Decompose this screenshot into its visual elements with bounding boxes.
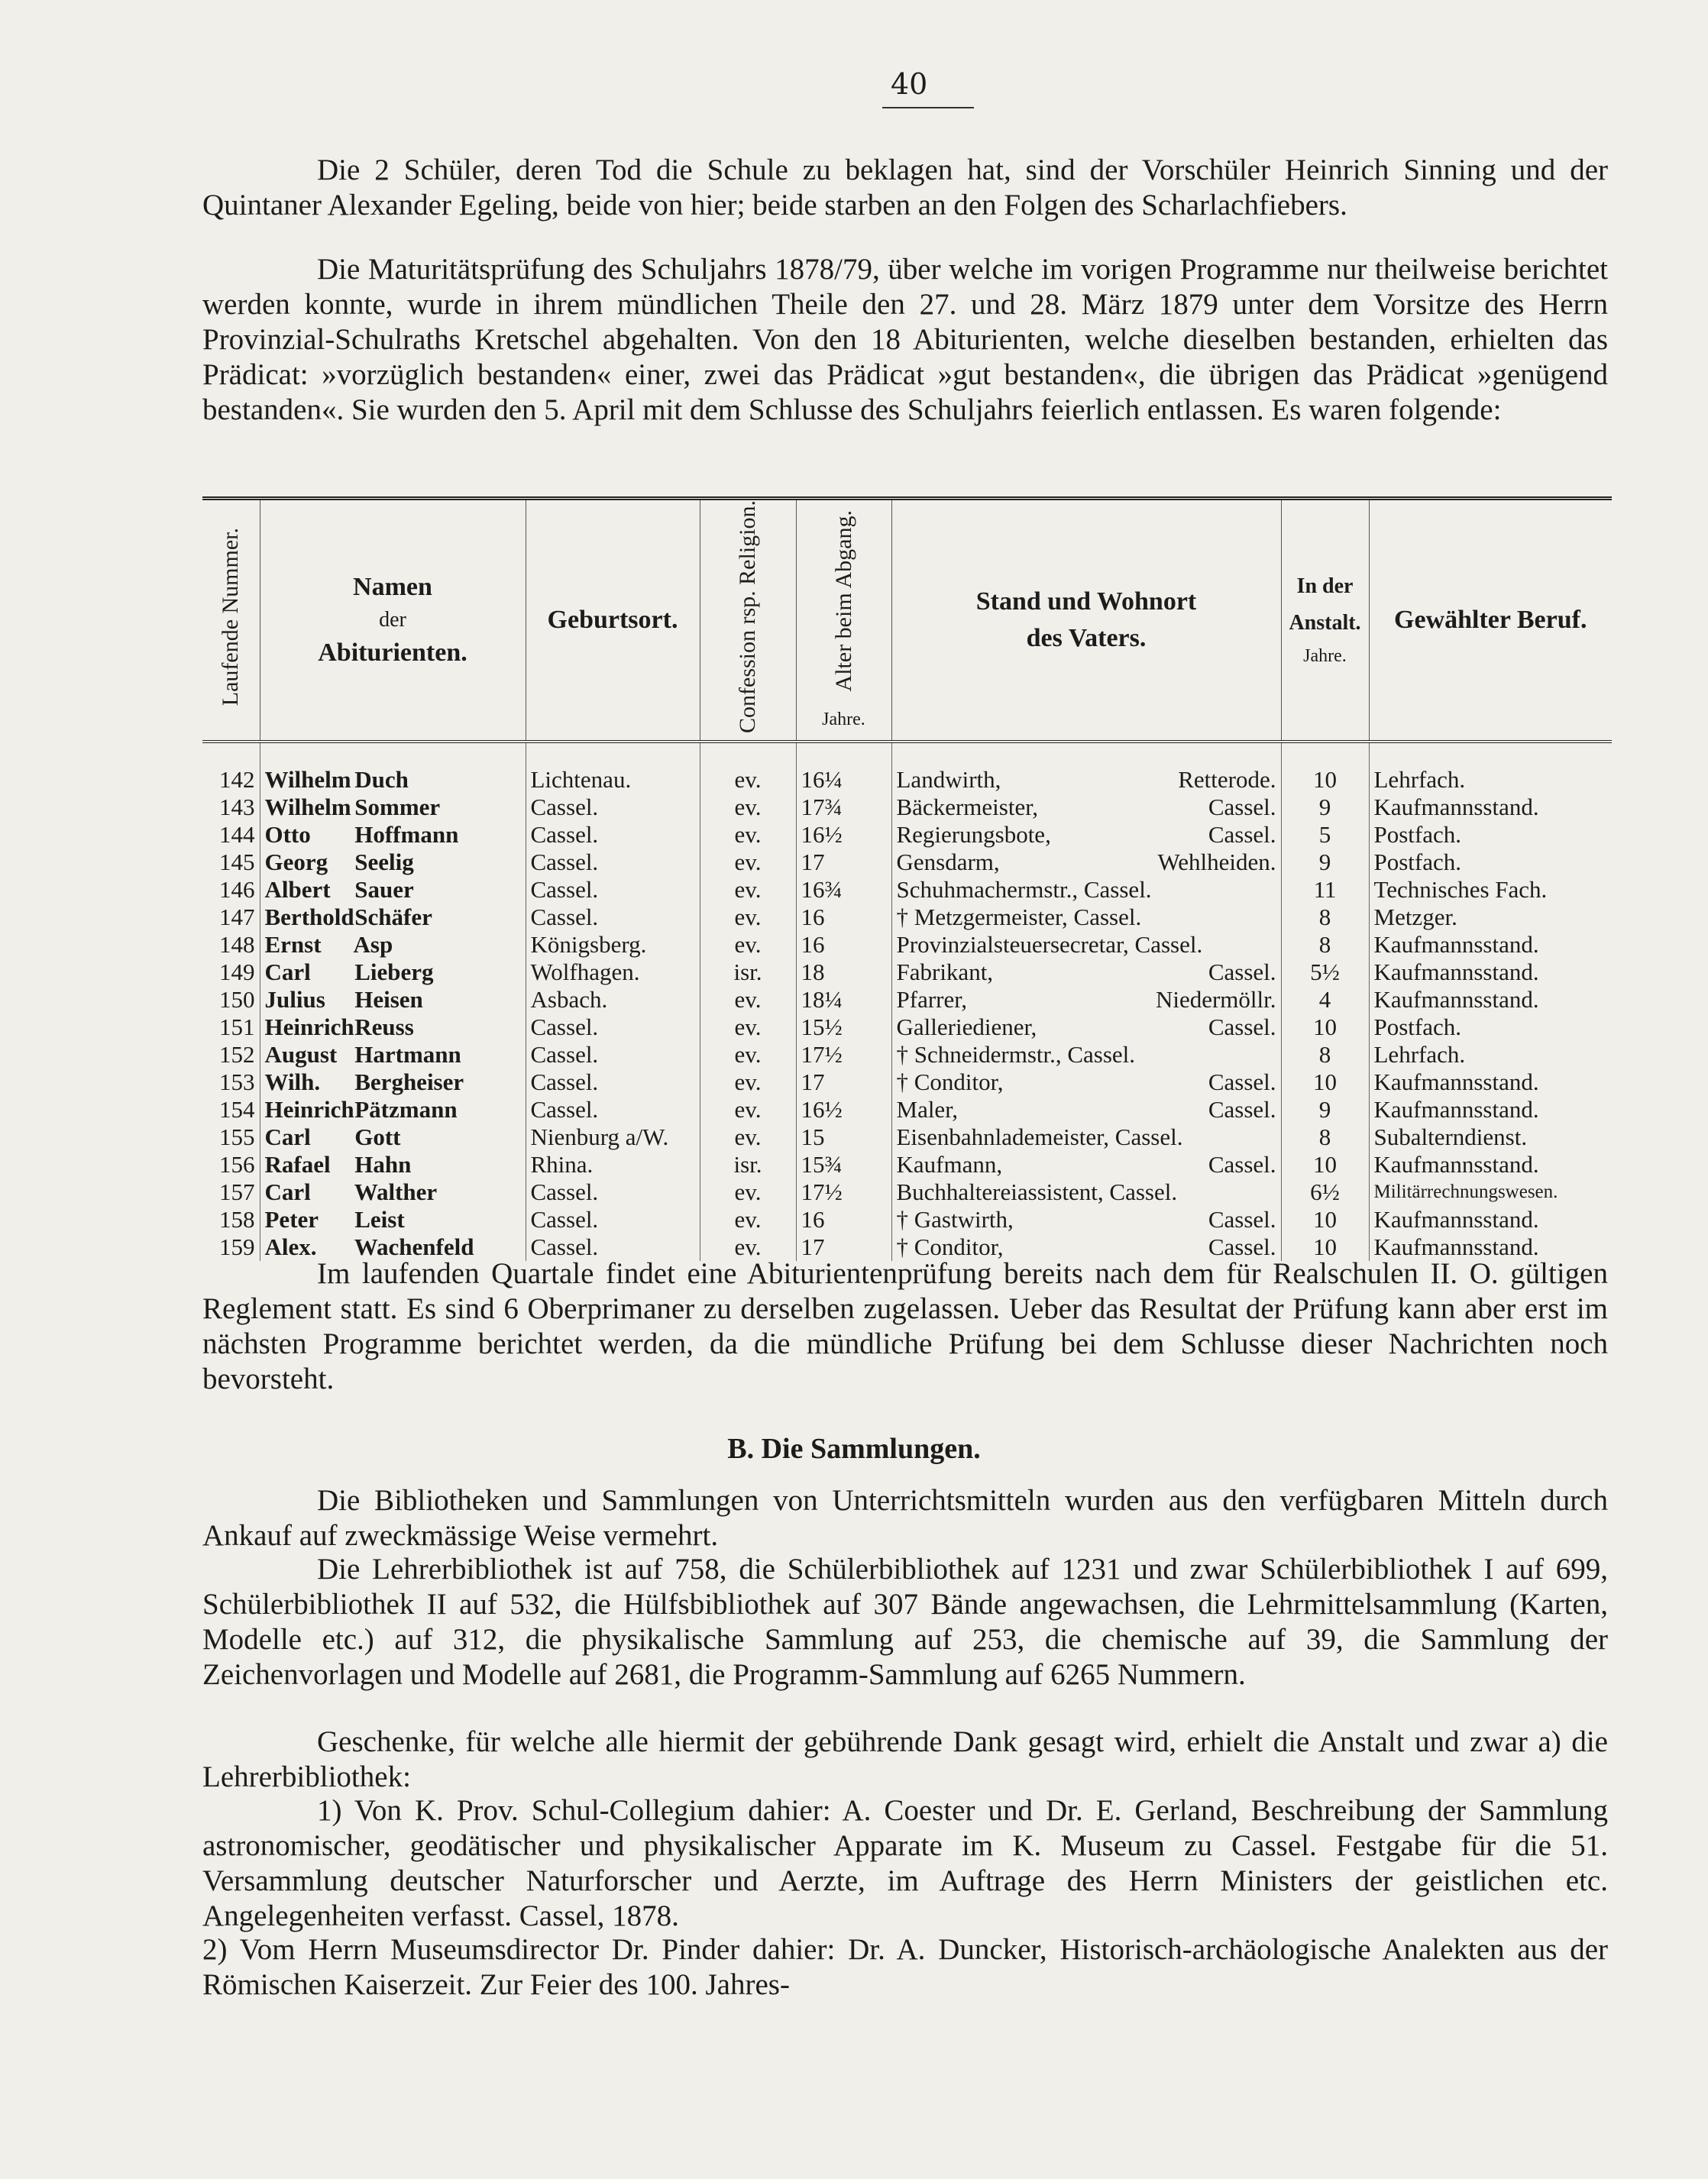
row-career: Kaufmannsstand. xyxy=(1369,986,1612,1014)
row-father xyxy=(891,794,1281,821)
intro-paragraph-2: Die Maturitätsprüfung des Schuljahrs 1878/79, über welche im vorigen Programme nur theilweise berichtet werden konnte, wurde in ihrem mündlichen Theile den 27. und 28. März 1879 unter dem Vorsitze des Herrn Provinzial-Schulraths Kretschel abgehalten. Von den 18 Abiturienten, welche dieselben bestanden, erhielten das Prädicat: »vorzüglich bestanden« einer, zwei das Prädicat »gut bestanden«, die übrigen das Prädicat »genügend bestanden«. Sie wurden den 5. April mit dem Schlusse des Schuljahrs feierlich entlassen. Es waren folgende: xyxy=(202,253,1608,426)
row-last-name: Hahn xyxy=(354,1151,412,1178)
row-confession: ev. xyxy=(700,1123,796,1151)
row-name xyxy=(260,904,526,931)
row-age: 15½ xyxy=(796,1014,891,1041)
row-father-occupation: † Conditor, xyxy=(896,1233,1004,1260)
row-last-name: Sommer xyxy=(354,794,441,820)
row-father xyxy=(891,986,1281,1014)
row-years: 10 xyxy=(1281,1068,1369,1096)
row-name xyxy=(260,986,526,1014)
row-father xyxy=(891,1178,1281,1206)
row-birthplace: Nienburg a/W. xyxy=(526,1123,700,1151)
row-number: 147 xyxy=(219,904,255,930)
row-career: Lehrfach. xyxy=(1369,742,1612,794)
row-number: 157 xyxy=(219,1178,255,1205)
row-number: 143 xyxy=(219,794,255,820)
row-birthplace: Cassel. xyxy=(526,904,700,931)
row-confession: ev. xyxy=(700,821,796,849)
row-first-name: Julius xyxy=(264,986,325,1013)
row-first-name: Carl xyxy=(264,959,311,985)
row-career: Postfach. xyxy=(1369,821,1612,849)
row-birthplace: Rhina. xyxy=(526,1151,700,1178)
row-last-name: Duch xyxy=(354,766,409,793)
table-row xyxy=(202,1014,1612,1041)
row-father-place: Cassel. xyxy=(1208,821,1276,848)
row-last-name: Lieberg xyxy=(354,959,434,985)
row-confession: ev. xyxy=(700,904,796,931)
row-father xyxy=(891,849,1281,876)
row-name xyxy=(260,1151,526,1178)
row-confession: isr. xyxy=(700,959,796,986)
row-number: 158 xyxy=(219,1206,255,1233)
row-career: Postfach. xyxy=(1369,1014,1612,1041)
row-number: 155 xyxy=(219,1123,255,1150)
row-last-name: Asp xyxy=(353,931,393,958)
row-father-place: Niedermöllr. xyxy=(1155,986,1276,1013)
row-name xyxy=(260,1096,526,1123)
header-birthplace: Geburtsort. xyxy=(526,499,700,742)
row-father-occupation: Schuhmachermstr., Cassel. xyxy=(896,876,1152,903)
row-father-occupation: Gensdarm, xyxy=(896,849,1000,875)
row-number: 159 xyxy=(219,1233,255,1260)
row-first-name: Otto xyxy=(264,821,311,848)
row-age: 16¼ xyxy=(796,742,891,794)
row-father-place: Wehlheiden. xyxy=(1157,849,1276,875)
row-father-occupation: † Metzgermeister, Cassel. xyxy=(896,904,1142,930)
row-last-name: Reuss xyxy=(354,1014,414,1040)
row-last-name: Hartmann xyxy=(354,1041,461,1068)
row-first-name: Wilhelm xyxy=(264,794,351,820)
row-father-occupation: † Conditor, xyxy=(896,1068,1004,1095)
header-name: Namen der Abiturienten. xyxy=(260,499,526,742)
header-profession: Gewählter Beruf. xyxy=(1369,499,1612,742)
row-father-place: Cassel. xyxy=(1208,1096,1276,1123)
table-row xyxy=(202,1041,1612,1068)
row-age: 16½ xyxy=(796,1096,891,1123)
intro-paragraph-1: Die 2 Schüler, deren Tod die Schule zu beklagen hat, sind der Vorschüler Heinrich Sinning und der Quintaner Alexander Egeling, beide von hier; beide starben an den Folgen des Scharlachfiebers. xyxy=(202,154,1608,221)
row-number: 145 xyxy=(219,849,255,875)
row-career: Kaufmannsstand. xyxy=(1369,1096,1612,1123)
row-first-name: Wilhelm xyxy=(264,766,351,793)
row-last-name: Sauer xyxy=(354,876,414,903)
sammlungen-paragraph-5: 2) Vom Herrn Museumsdirector Dr. Pinder dahier: Dr. A. Duncker, Historisch-archäologische Analekten aus der Römischen Kaiserzeit. Zur Feier des 100. Jahres- xyxy=(202,1933,1608,2001)
row-father xyxy=(891,876,1281,904)
row-father-place: Cassel. xyxy=(1208,1206,1276,1233)
row-age: 16½ xyxy=(796,821,891,849)
row-father-place: Cassel. xyxy=(1208,794,1276,820)
row-career: Kaufmannsstand. xyxy=(1369,794,1612,821)
row-career: Kaufmannsstand. xyxy=(1369,1233,1612,1261)
row-first-name: Alex. xyxy=(264,1233,317,1260)
row-years: 8 xyxy=(1281,931,1369,959)
row-last-name: Gott xyxy=(354,1123,401,1150)
row-name xyxy=(260,1014,526,1041)
row-career: Subalterndienst. xyxy=(1369,1123,1612,1151)
table-row xyxy=(202,742,1612,794)
row-number: 142 xyxy=(219,766,255,793)
row-father-occupation: Provinzialsteuersecretar, Cassel. xyxy=(896,931,1203,958)
row-career: Kaufmannsstand. xyxy=(1369,959,1612,986)
row-last-name: Schäfer xyxy=(354,904,432,930)
row-career: Kaufmannsstand. xyxy=(1369,1068,1612,1096)
table-row xyxy=(202,931,1612,959)
row-birthplace: Asbach. xyxy=(526,986,700,1014)
row-age: 16 xyxy=(796,1206,891,1233)
row-number: 152 xyxy=(219,1041,255,1068)
header-nr: Laufende Nummer. xyxy=(202,499,260,742)
row-career: Technisches Fach. xyxy=(1369,876,1612,904)
row-father xyxy=(891,931,1281,959)
row-first-name: Wilh. xyxy=(264,1068,321,1095)
row-number: 154 xyxy=(219,1096,255,1123)
row-first-name: Georg xyxy=(264,849,328,875)
row-confession: ev. xyxy=(700,1014,796,1041)
row-number: 151 xyxy=(219,1014,255,1040)
row-confession: ev. xyxy=(700,931,796,959)
row-years: 10 xyxy=(1281,1233,1369,1261)
row-birthplace: Cassel. xyxy=(526,1041,700,1068)
table-row xyxy=(202,1151,1612,1178)
row-years: 9 xyxy=(1281,1096,1369,1123)
row-age: 16 xyxy=(796,931,891,959)
header-father: Stand und Wohnort des Vaters. xyxy=(891,499,1281,742)
row-father xyxy=(891,1151,1281,1178)
row-father xyxy=(891,1096,1281,1123)
row-last-name: Wachenfeld xyxy=(354,1233,474,1260)
row-number: 153 xyxy=(219,1068,255,1095)
table-row xyxy=(202,794,1612,821)
row-father-occupation: Pfarrer, xyxy=(896,986,968,1013)
row-first-name: Peter xyxy=(264,1206,319,1233)
row-number: 149 xyxy=(219,959,255,985)
row-last-name: Walther xyxy=(354,1178,438,1205)
row-number: 148 xyxy=(219,931,255,958)
row-name xyxy=(260,959,526,986)
row-birthplace: Cassel. xyxy=(526,821,700,849)
table-row xyxy=(202,959,1612,986)
row-years: 4 xyxy=(1281,986,1369,1014)
table-row xyxy=(202,849,1612,876)
table-row xyxy=(202,821,1612,849)
section-heading: B. Die Sammlungen. xyxy=(727,1433,981,1465)
row-name xyxy=(260,742,526,794)
row-age: 15 xyxy=(796,1123,891,1151)
row-years: 9 xyxy=(1281,849,1369,876)
row-age: 18 xyxy=(796,959,891,986)
row-father-place: Retterode. xyxy=(1178,766,1276,793)
row-age: 18¼ xyxy=(796,986,891,1014)
row-name xyxy=(260,931,526,959)
row-years: 11 xyxy=(1281,876,1369,904)
row-birthplace: Cassel. xyxy=(526,1178,700,1206)
row-age: 17 xyxy=(796,1233,891,1261)
row-years: 8 xyxy=(1281,1041,1369,1068)
row-years: 8 xyxy=(1281,1123,1369,1151)
row-father xyxy=(891,742,1281,794)
row-career: Postfach. xyxy=(1369,849,1612,876)
row-first-name: Rafael xyxy=(264,1151,331,1178)
row-first-name: Albert xyxy=(264,876,331,903)
row-confession: ev. xyxy=(700,1233,796,1261)
row-father xyxy=(891,1123,1281,1151)
row-father xyxy=(891,1041,1281,1068)
row-birthplace: Königsberg. xyxy=(526,931,700,959)
row-number: 146 xyxy=(219,876,255,903)
row-last-name: Pätzmann xyxy=(354,1096,458,1123)
table-row xyxy=(202,1068,1612,1096)
row-birthplace: Cassel. xyxy=(526,1014,700,1041)
table-row xyxy=(202,904,1612,931)
row-confession: ev. xyxy=(700,1178,796,1206)
row-years: 9 xyxy=(1281,794,1369,821)
row-birthplace: Cassel. xyxy=(526,1233,700,1261)
row-age: 17 xyxy=(796,849,891,876)
row-first-name: August xyxy=(264,1041,338,1068)
row-birthplace: Cassel. xyxy=(526,1206,700,1233)
row-father xyxy=(891,1206,1281,1233)
row-confession: ev. xyxy=(700,986,796,1014)
row-father xyxy=(891,1014,1281,1041)
header-years: In der Anstalt. Jahre. xyxy=(1281,499,1369,742)
row-years: 10 xyxy=(1281,1151,1369,1178)
row-years: 5½ xyxy=(1281,959,1369,986)
row-first-name: Ernst xyxy=(264,931,322,958)
table-header-row xyxy=(202,499,1612,742)
row-father-place: Cassel. xyxy=(1208,1068,1276,1095)
row-last-name: Leist xyxy=(354,1206,405,1233)
row-father-occupation: Fabrikant, xyxy=(896,959,994,985)
row-name xyxy=(260,821,526,849)
row-age: 17 xyxy=(796,1068,891,1096)
row-age: 16 xyxy=(796,904,891,931)
table-row xyxy=(202,1206,1612,1233)
row-father-occupation: Eisenbahnlademeister, Cassel. xyxy=(896,1123,1183,1150)
row-father xyxy=(891,904,1281,931)
row-birthplace: Cassel. xyxy=(526,1096,700,1123)
row-name xyxy=(260,1206,526,1233)
after-table-paragraph: Im laufenden Quartale findet eine Abiturientenprüfung bereits nach dem für Realschulen II. O. gültigen Reglement statt. Es sind 6 Oberprimaner zu derselben zugelassen. Ueber das Resultat der Prüfung kann aber erst im nächsten Programme berichtet werden, da die mündliche Prüfung bei dem Schlusse dieser Nachrichten noch bevorsteht. xyxy=(202,1257,1608,1395)
row-number: 156 xyxy=(219,1151,255,1178)
row-confession: ev. xyxy=(700,876,796,904)
row-career: Metzger. xyxy=(1369,904,1612,931)
row-career: Kaufmannsstand. xyxy=(1369,1206,1612,1233)
table-row xyxy=(202,876,1612,904)
row-name xyxy=(260,849,526,876)
row-number: 144 xyxy=(219,821,255,848)
row-confession: ev. xyxy=(700,1096,796,1123)
row-confession: ev. xyxy=(700,1206,796,1233)
row-age: 15¾ xyxy=(796,1151,891,1178)
row-father xyxy=(891,959,1281,986)
abiturienten-table xyxy=(202,496,1612,1261)
row-father-occupation: Kaufmann, xyxy=(896,1151,1003,1178)
page-number-rule xyxy=(882,107,974,108)
row-birthplace: Lichtenau. xyxy=(526,742,700,794)
row-father xyxy=(891,821,1281,849)
row-birthplace: Cassel. xyxy=(526,849,700,876)
row-father-occupation: Regierungsbote, xyxy=(896,821,1051,848)
row-last-name: Heisen xyxy=(354,986,423,1013)
row-name xyxy=(260,794,526,821)
row-birthplace: Wolfhagen. xyxy=(526,959,700,986)
row-years: 10 xyxy=(1281,742,1369,794)
row-age: 17¾ xyxy=(796,794,891,821)
sammlungen-paragraph-1: Die Bibliotheken und Sammlungen von Unterrichtsmitteln wurden aus den verfügbaren Mitteln durch Ankauf auf zweckmässige Weise vermehrt. xyxy=(202,1484,1608,1552)
table-row xyxy=(202,1178,1612,1206)
row-years: 6½ xyxy=(1281,1178,1369,1206)
row-number: 150 xyxy=(219,986,255,1013)
sammlungen-paragraph-4: 1) Von K. Prov. Schul-Collegium dahier: A. Coester und Dr. E. Gerland, Beschreibung der Sammlung astronomischer, geodätischer und physikalischer Apparate im K. Museum zu Cassel. Festgabe für die 51. Versammlung deutscher Naturforscher und Aerzte, im Auftrage des Herrn Ministers der geistlichen etc. Angelegenheiten verfasst. Cassel, 1878. xyxy=(202,1794,1608,1932)
row-father-occupation: Landwirth, xyxy=(896,766,1001,793)
sammlungen-paragraph-2: Die Lehrerbibliothek ist auf 758, die Schülerbibliothek auf 1231 und zwar Schülerbibliothek I auf 699, Schülerbibliothek II auf 532, die Hülfsbibliothek auf 307 Bände angewachsen, die Lehrmittelsammlung (Karten, Modelle etc.) auf 312, die physikalische Sammlung auf 253, die chemische auf 39, die Sammlung der Zeichenvorlagen und Modelle auf 2681, die Programm-Sammlung auf 6265 Nummern. xyxy=(202,1553,1608,1691)
table-row xyxy=(202,986,1612,1014)
row-father-occupation: † Gastwirth, xyxy=(896,1206,1014,1233)
table-row xyxy=(202,1123,1612,1151)
row-name xyxy=(260,1041,526,1068)
row-years: 10 xyxy=(1281,1206,1369,1233)
row-last-name: Bergheiser xyxy=(354,1068,464,1095)
row-name xyxy=(260,876,526,904)
row-age: 17½ xyxy=(796,1178,891,1206)
row-age: 16¾ xyxy=(796,876,891,904)
row-first-name: Heinrich xyxy=(264,1014,354,1040)
row-confession: ev. xyxy=(700,794,796,821)
header-confession: Confession rsp. Religion. xyxy=(700,499,796,742)
row-name xyxy=(260,1068,526,1096)
row-father-place: Cassel. xyxy=(1208,1014,1276,1040)
row-career: Lehrfach. xyxy=(1369,1041,1612,1068)
row-first-name: Berthold xyxy=(264,904,354,930)
page-number: 40 xyxy=(891,67,928,101)
row-confession: ev. xyxy=(700,1068,796,1096)
row-career: Kaufmannsstand. xyxy=(1369,931,1612,959)
row-father-place: Cassel. xyxy=(1208,1233,1276,1260)
row-confession: ev. xyxy=(700,849,796,876)
row-career: Kaufmannsstand. xyxy=(1369,1151,1612,1178)
row-name xyxy=(260,1123,526,1151)
row-father-occupation: † Schneidermstr., Cassel. xyxy=(896,1041,1136,1068)
header-age: Alter beim Abgang. Jahre. xyxy=(796,499,891,742)
row-father xyxy=(891,1068,1281,1096)
row-birthplace: Cassel. xyxy=(526,876,700,904)
sammlungen-paragraph-3: Geschenke, für welche alle hiermit der gebührende Dank gesagt wird, erhielt die Anstalt und zwar a) die Lehrerbibliothek: xyxy=(202,1725,1608,1793)
row-birthplace: Cassel. xyxy=(526,794,700,821)
row-first-name: Heinrich xyxy=(264,1096,354,1123)
table-row xyxy=(202,1096,1612,1123)
row-confession: ev. xyxy=(700,742,796,794)
row-first-name: Carl xyxy=(264,1178,311,1205)
row-last-name: Hoffmann xyxy=(354,821,459,848)
row-career: Militärrechnungswesen. xyxy=(1369,1178,1612,1206)
row-father-place: Cassel. xyxy=(1208,959,1276,985)
row-years: 8 xyxy=(1281,904,1369,931)
row-first-name: Carl xyxy=(264,1123,311,1150)
row-confession: isr. xyxy=(700,1151,796,1178)
row-father-occupation: Buchhaltereiassistent, Cassel. xyxy=(896,1178,1178,1205)
row-years: 5 xyxy=(1281,821,1369,849)
row-father-place: Cassel. xyxy=(1208,1151,1276,1178)
row-confession: ev. xyxy=(700,1041,796,1068)
row-father-occupation: Bäckermeister, xyxy=(896,794,1039,820)
row-father-occupation: Maler, xyxy=(896,1096,959,1123)
row-age: 17½ xyxy=(796,1041,891,1068)
row-name xyxy=(260,1178,526,1206)
row-last-name: Seelig xyxy=(354,849,414,875)
row-father-occupation: Galleriediener, xyxy=(896,1014,1037,1040)
row-years: 10 xyxy=(1281,1014,1369,1041)
row-birthplace: Cassel. xyxy=(526,1068,700,1096)
